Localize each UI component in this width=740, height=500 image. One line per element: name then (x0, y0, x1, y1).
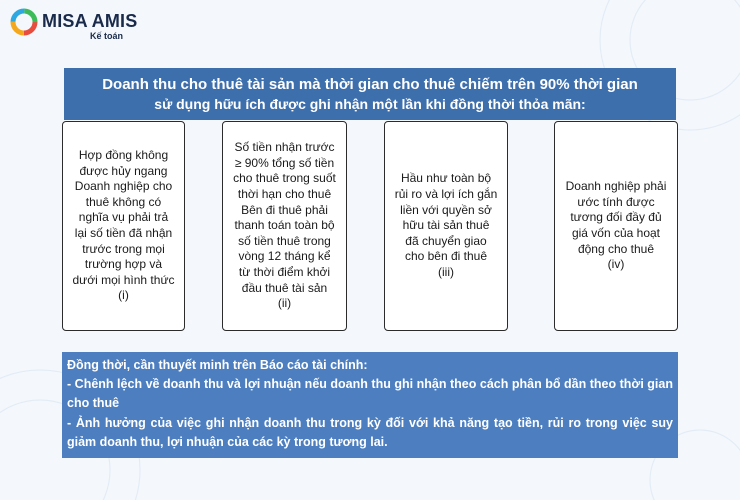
condition-text-iii: Hầu như toàn bộ rủi ro và lợi ích gắn liền với quyền sở hữu tài sản thuê đã chuyển giao cho bên đi thuê (iii) (394, 171, 498, 279)
main-statement-banner (64, 68, 676, 120)
condition-text-i: Hợp đồng không được hủy ngang Doanh nghiệp cho thuê không có nghĩa vụ phải trả lại số tiền đã nhận trước trong mọi trường hợp và dưới mọi hình thức (i) (72, 148, 175, 303)
note-item-2: - Ảnh hưởng của việc ghi nhận doanh thu trong kỳ đối với khả năng tạo tiền, rủi ro trong việc suy giảm doanh thu, lợi nhuận của các kỳ trong tương lai. (67, 415, 673, 449)
banner-line-1: Doanh thu cho thuê tài sản mà thời gian cho thuê chiếm trên 90% thời gian (102, 75, 638, 93)
condition-box-iv (554, 121, 678, 331)
logo-sub-text: Kế toán (90, 31, 124, 41)
condition-box-i (62, 121, 185, 331)
misa-amis-logo (10, 8, 137, 41)
condition-text-iv: Doanh nghiệp phải ước tính được tương đối đầy đủ giá vốn của hoạt động cho thuê (iv) (565, 179, 667, 272)
condition-box-ii (222, 121, 347, 331)
note-heading: Đồng thời, cần thuyết minh trên Báo cáo tài chính: (67, 358, 368, 372)
condition-box-iii (384, 121, 508, 331)
misa-logo-icon (10, 8, 38, 36)
banner-line-2: sử dụng hữu ích được ghi nhận một lần khi đồng thời thỏa mãn: (154, 95, 586, 112)
condition-text-ii: Số tiền nhận trước ≥ 90% tổng số tiền cho thuê trong suốt thời hạn cho thuê Bên đi thuê phải thanh toán toàn bộ số tiền thuê trong vòng 12 tháng kể từ thời điểm khởi đầu thuê tài sản (ii) (233, 140, 336, 311)
note-item-1: - Chênh lệch về doanh thu và lợi nhuận nếu doanh thu ghi nhận theo cách phân bổ dần theo thời gian cho thuê (67, 377, 673, 411)
logo-brand-text: MISA AMIS (42, 11, 138, 31)
disclosure-note (62, 352, 678, 458)
